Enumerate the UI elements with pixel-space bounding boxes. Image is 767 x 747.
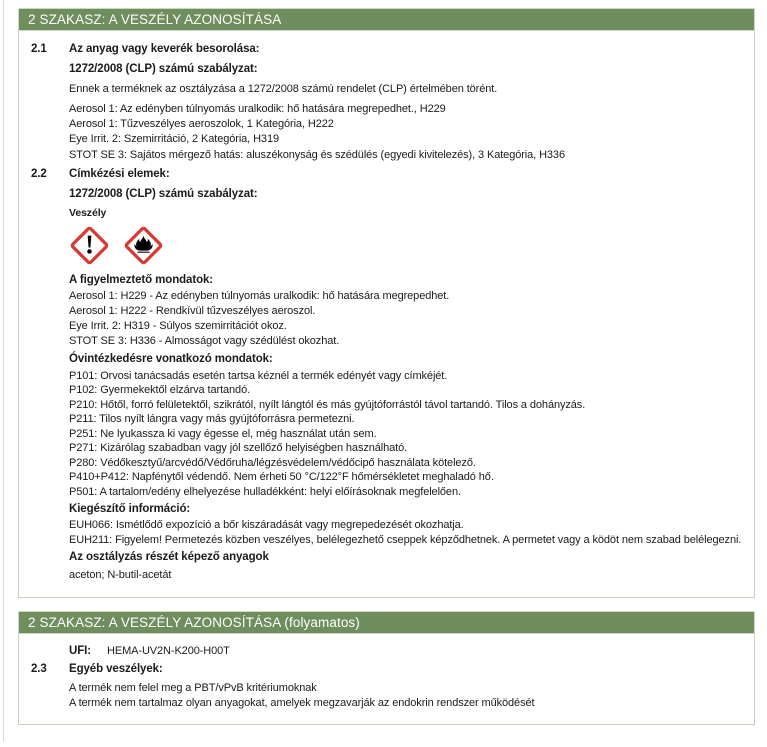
ufi-value: HEMA-UV2N-K200-H00T xyxy=(107,645,230,658)
precaution-statement-item: P210: Hőtől, forró felületektől, szikrától, nyílt lángtól és más gyújtóforrástól távol tartandó. Tilos a dohányzás. xyxy=(69,398,586,411)
classification-item: STOT SE 3: Sajátos mérgező hatás: aluszékonyság és szédülés (egyedi kivitelezés), 3 Kategória, H336 xyxy=(69,148,565,161)
ghs02-flame-pictogram xyxy=(123,225,164,266)
hazard-statement-item: Eye Irrit. 2: H319 - Súlyos szemirritációt okoz. xyxy=(69,320,287,333)
precaution-statement-item: P102: Gyermekektől elzárva tartandó. xyxy=(69,384,251,397)
hazard-statement-item: STOT SE 3: H336 - Almosságot vagy szédülést okozhat. xyxy=(69,335,340,348)
supplemental-statements-list xyxy=(19,518,742,548)
subsection-number: 2.2 xyxy=(31,167,47,180)
subsection-2-1-row xyxy=(19,43,742,55)
ghs07-exclamation-pictogram xyxy=(69,225,110,266)
section2-header-title: 2 SZAKASZ: A VESZÉLY AZONOSÍTÁSA xyxy=(28,12,282,27)
subsection-title: Az anyag vagy keverék besorolása: xyxy=(69,43,260,55)
section-gap xyxy=(18,598,755,611)
precaution-statements-heading: Óvintézkedésre vonatkozó mondatok: xyxy=(69,352,273,365)
signal-word: Veszély xyxy=(69,206,107,219)
subsection-title: Címkézési elemek: xyxy=(69,167,170,180)
subsection-2-2-row xyxy=(19,168,742,180)
precaution-statement-item: P101: Orvosi tanácsadás esetén tartsa kéznél a termék edényét vagy címkéjét. xyxy=(69,369,448,382)
clp-regulation-heading: 1272/2008 (CLP) számú szabályzat: xyxy=(69,187,258,200)
other-hazard-item: A termék nem felel meg a PBT/vPvB kritériumoknak xyxy=(69,682,317,695)
section2-continued-header-bar xyxy=(18,611,755,634)
precaution-statement-item: P501: A tartalom/edény elhelyezése hulladékként: helyi előírásoknak megfelelően. xyxy=(69,485,461,498)
supplemental-statement-item: EUH211: Figyelem! Permetezés közben veszélyes, belélegezhető cseppek képződhetnek. A permetet vagy a ködöt nem szabad belélegezni. xyxy=(69,534,742,547)
section2-continued-box xyxy=(18,634,755,724)
classification-item: Aerosol 1: Az edényben túlnyomás uralkodik: hő hatására megrepedhet., H229 xyxy=(69,103,446,115)
other-hazards-list xyxy=(19,681,742,711)
subsection-number: 2.1 xyxy=(31,43,47,55)
precaution-statements-list xyxy=(19,369,742,500)
section2-box xyxy=(18,31,755,598)
hazard-statements-heading: A figyelmeztető mondatok: xyxy=(69,273,214,286)
classification-item: Eye Irrit. 2: Szemirritáció, 2 Kategória, H319 xyxy=(69,133,279,146)
precaution-statement-item: P410+P412: Napfénytől védendő. Nem érheti 50 °C/122°F hőmérsékletet meghaladó hő. xyxy=(69,471,494,484)
classification-intro: Ennek a terméknek az osztályzása a 1272/2008 számú rendelet (CLP) értelmében törént. xyxy=(69,83,498,95)
ghs-pictograms xyxy=(19,225,742,266)
hazard-statements-list xyxy=(19,289,742,350)
subsection-number: 2.3 xyxy=(31,663,47,676)
precaution-statement-item: P251: Ne lyukassza ki vagy égesse el, még használat után sem. xyxy=(69,427,377,440)
classification-item: Aerosol 1: Tűzveszélyes aeroszolok, 1 Kategória, H222 xyxy=(69,118,334,131)
other-hazard-item: A termék nem tartalmaz olyan anyagokat, amelyek megzavarják az endokrin rendszer működését xyxy=(69,697,535,710)
subsection-title: Egyéb veszélyek: xyxy=(69,663,163,676)
clp-regulation-heading: 1272/2008 (CLP) számú szabályzat: xyxy=(69,63,258,75)
ufi-row xyxy=(19,645,742,657)
hazard-statement-item: Aerosol 1: H229 - Az edényben túlnyomás uralkodik: hő hatására megrepedhet. xyxy=(69,289,450,302)
supplemental-info-heading: Kiegészítő információ: xyxy=(69,503,191,516)
section2-continued-header-title: 2 SZAKASZ: A VESZÉLY AZONOSÍTÁSA (folyamatos) xyxy=(28,615,360,631)
precaution-statement-item: P211: Tilos nyílt lángra vagy más gyújtóforrásra permetezni. xyxy=(69,413,355,426)
hazard-statement-item: Aerosol 1: H222 - Rendkívül tűzveszélyes aeroszol. xyxy=(69,305,316,318)
precaution-statement-item: P271: Kizárólag szabadban vagy jól szellőző helyiségben használható. xyxy=(69,442,408,455)
supplemental-statement-item: EUH066: Ismétlődő expozíció a bőr kiszáradását vagy megrepedezését okozhatja. xyxy=(69,519,464,532)
sds-document xyxy=(18,8,755,725)
section2-header-bar xyxy=(18,8,755,31)
classification-list xyxy=(19,102,742,163)
subsection-2-3-row xyxy=(19,663,742,675)
page-border-line xyxy=(3,0,4,741)
classification-substances-heading: Az osztályzás részét képező anyagok xyxy=(69,551,269,564)
ufi-label: UFI: xyxy=(69,645,91,658)
precaution-statement-item: P280: Védőkesztyű/arcvédő/Védőruha/légzésvédelem/védőcipő használata kötelező. xyxy=(69,456,476,469)
classification-substances: aceton; N-butil-acetát xyxy=(69,569,172,582)
